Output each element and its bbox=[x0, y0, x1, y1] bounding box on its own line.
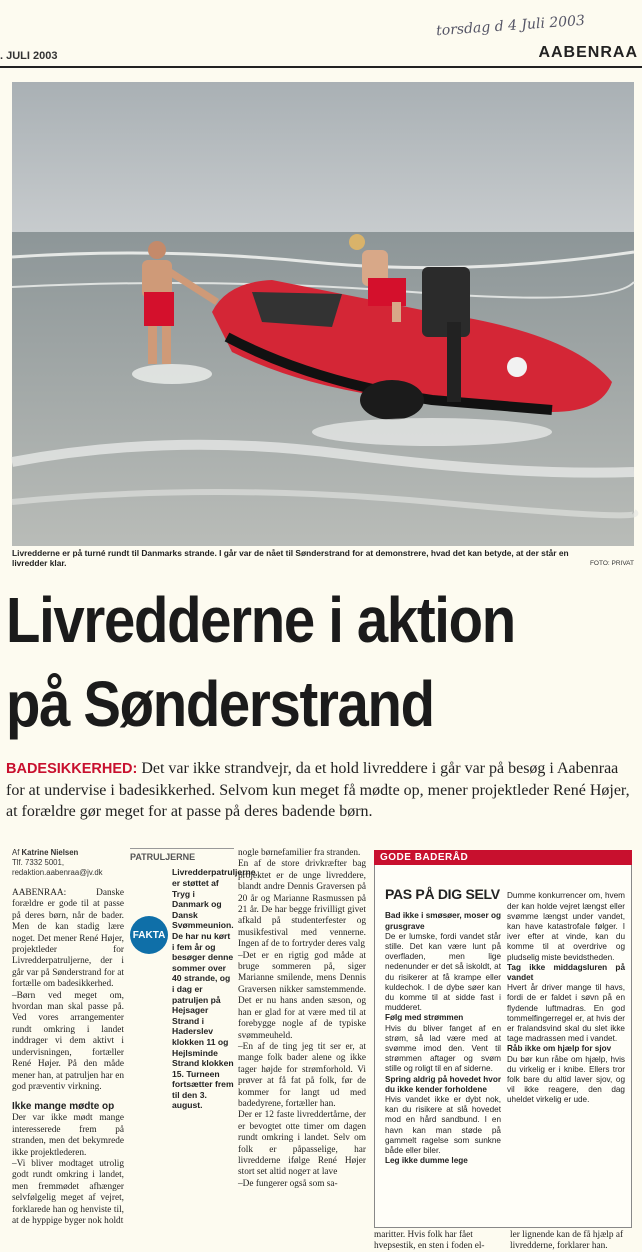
fakta-column bbox=[130, 848, 256, 1243]
paragraph: Der var ikke mødt mange interesserede frem på stranden, men det bekymrede ikke projektlederen. bbox=[12, 1113, 124, 1158]
tip-text: Hvis vandet ikke er dybt nok, kan du risikere at slå hovedet mod en hård sandbund. I en havn kan man støde på gammelt ragelse som sunkne både eller biler. bbox=[385, 1095, 501, 1156]
tip-text: De er lumske, fordi vandet står stille. Det kan være lunt på overfladen, men lige nedenunder er det så iskoldt, at du risikerer at få krampe eller kuldechok. I de dybe søer kan du komme til at sidde fast i mudderet. bbox=[385, 931, 501, 1013]
tip-heading: Råb ikke om hjælp for sjov bbox=[507, 1044, 612, 1054]
photo-illustration bbox=[12, 82, 634, 546]
tip-text: Du bør kun råbe om hjælp, hvis du virkelig er i knibe. Ellers tror folk bare du altid laver sjov, og vil ikke reagere, den dag uheldet virkelig er ude. bbox=[507, 1054, 625, 1105]
paragraph: En af de store drivkræfter bag projektet er de unge livreddere, blandt andre Dennis Graversen på 20 år og Marianne Rasmussen på 21 år. De har begge frivilligt givet afkald på studenterfester og musikfestival med vennerne. Ingen af de to fortryder deres valg bbox=[238, 859, 366, 950]
photo-credit: FOTO: PRIVAT bbox=[589, 560, 634, 567]
paragraph: –Børn ved meget om, hvordan man skal passe på. Ved vores arrangementer rundt omkring i landet inddrager vi dem aktivt i undervisningen, fortæller René Højer. På den måde mener han, at patruljen har en god præventiv virkning. bbox=[12, 990, 124, 1092]
paragraph: –De fungerer også som sa- bbox=[238, 1178, 338, 1189]
tip-heading: Tag ikke middagsluren på vandet bbox=[507, 962, 625, 983]
header-section-name: AABENRAA bbox=[538, 44, 638, 61]
paragraph: nogle børnefamilier fra stranden. bbox=[238, 848, 361, 858]
byline-author: Katrine Nielsen bbox=[21, 848, 79, 857]
lead-kicker: BADESIKKERHED: bbox=[6, 761, 138, 777]
tips-box-title: PAS PÅ DIG SELV bbox=[385, 886, 500, 903]
paragraph: AABENRAA: Danske forældre er gode til at passe på deres børn, når de bader. Men de kan stadig lære noget. Det mener René Højer, projektleder for Livredderpatruljerne, der i går var på Sønderstrand for at fortælle om badesikkerhed. bbox=[12, 888, 124, 990]
tips-box-body bbox=[374, 865, 632, 1228]
fakta-body: Livredderpatruljerne er støttet af Tryg i Danmark og Dansk Svømmeunion. De har nu kørt i fem år og besøger denne sommer over 40 strande, og i dag er patruljen på Hejsager Strand i Haderslev klokken 11 og Hejlsminde Strand klokken 15. Turneen fortsætter frem til den 3. august. bbox=[172, 867, 256, 1111]
bottom-text-right: ler lignende kan de få hjælp af livredderne, forklarer han. bbox=[510, 1230, 624, 1251]
tip-heading: Spring aldrig på hovedet hvor du ikke kender forholdene bbox=[385, 1074, 502, 1094]
headline-line-1: Livredderne i aktion bbox=[6, 584, 515, 656]
header-rule bbox=[0, 66, 642, 68]
fakta-badge: FAKTA bbox=[130, 916, 168, 954]
tips-right-column bbox=[507, 891, 625, 1105]
paragraph: –Vi bliver modtaget utrolig godt rundt omkring i landet, men fremmødet afhænger selvfølgelig meget af vejret, forklarede han og henviste til, at de hyppige byger nok holdt bbox=[12, 1158, 124, 1226]
tip-heading: Følg med strømmen bbox=[385, 1013, 464, 1023]
paragraph: Der er 12 faste livreddertårne, der er bevogtet otte timer om dagen rundt omkring i landet. Selv om folk er påpasselige, har livredderne ifølge René Højer stort set altid nogет at lave bbox=[238, 1110, 366, 1178]
tip-text: Hvis du bliver fanget af en strøm, så lad være med at svømme imod den. Vent til strømmen aftager og svøm stille og roligt til en af siderne. bbox=[385, 1023, 501, 1074]
tips-left-column bbox=[385, 911, 501, 1166]
byline-phone: Tlf. 7332 5001, bbox=[12, 858, 65, 867]
header-date: . JULI 2003 bbox=[0, 50, 58, 62]
article-photo bbox=[12, 82, 634, 546]
fakta-heading: PATRULJERNE bbox=[130, 848, 234, 863]
article-column-3 bbox=[238, 848, 366, 1243]
lead-paragraph bbox=[6, 758, 636, 822]
lead-text: Det var ikke strandvejr, da et hold livreddere i går var på besøg i Aabenraa for at undervise i badesikkerhed. Selvom kun meget få mødte op, mener projektleder René Højer, at forældre gør meget for at passe på deres badende børn. bbox=[6, 760, 630, 820]
tip-heading: Bad ikke i smøsøer, moser og grusgrave bbox=[385, 911, 501, 931]
tip-text: Dumme konkurrencer om, hvem der kan holde vejret længst eller svømme længst under vandet, kan have katastrofale følger. I iver efter at vinde, kan du komme til at overdrive og pludselig miste bevidstheden. bbox=[507, 891, 625, 962]
paragraph: –En af de ting jeg tit ser er, at mange folk bader alene og ikke tager højde for strømforhold. Vi prøver at få fat på folk, før de kommer for langt ud med badedyrene, fortæller han. bbox=[238, 1041, 366, 1109]
tip-heading: Leg ikke dumme lege bbox=[385, 1156, 468, 1166]
headline bbox=[6, 578, 566, 746]
subheading: Ikke mange mødte op bbox=[12, 1101, 115, 1113]
byline bbox=[12, 848, 124, 878]
tips-box-heading: GODE BADERÅD bbox=[374, 850, 632, 865]
handwritten-date: torsdag d 4 Juli 2003 bbox=[435, 12, 586, 40]
photo-caption: Livredderne er på turné rundt til Danmarks strande. I går var de nået til Sønderstrand for at demonstrere, hvad det kan betyde, at der står en livredder klar. bbox=[12, 548, 569, 568]
bottom-text-mid: maritter. Hvis folk har fået hvepsestik, en sten i foden el- bbox=[374, 1230, 485, 1251]
byline-email[interactable]: redaktion.aabenraa@jv.dk bbox=[12, 868, 103, 877]
headline-line-2: på Sønderstrand bbox=[6, 668, 434, 740]
byline-prefix: Af bbox=[12, 848, 22, 857]
tips-box bbox=[374, 850, 632, 1242]
tip-text: Hvert år driver mange til havs, fordi de er faldet i søvn på en flydende luftmadras. En god tommelfingerregel er, at hvis der er fralandsvind skal du slet ikke tage madrassen med i vandet. bbox=[507, 983, 625, 1044]
paragraph: –Det er en rigtig god måde at bruge sommeren på, siger Marianne smilende, mens Dennis Graversen nikker samstemmende. Det er nu hans anden sæson, og han er glad for at være med til at forebygge nogle af de typiske svømmeuheld. bbox=[238, 950, 366, 1041]
article-column-1 bbox=[12, 848, 124, 1243]
